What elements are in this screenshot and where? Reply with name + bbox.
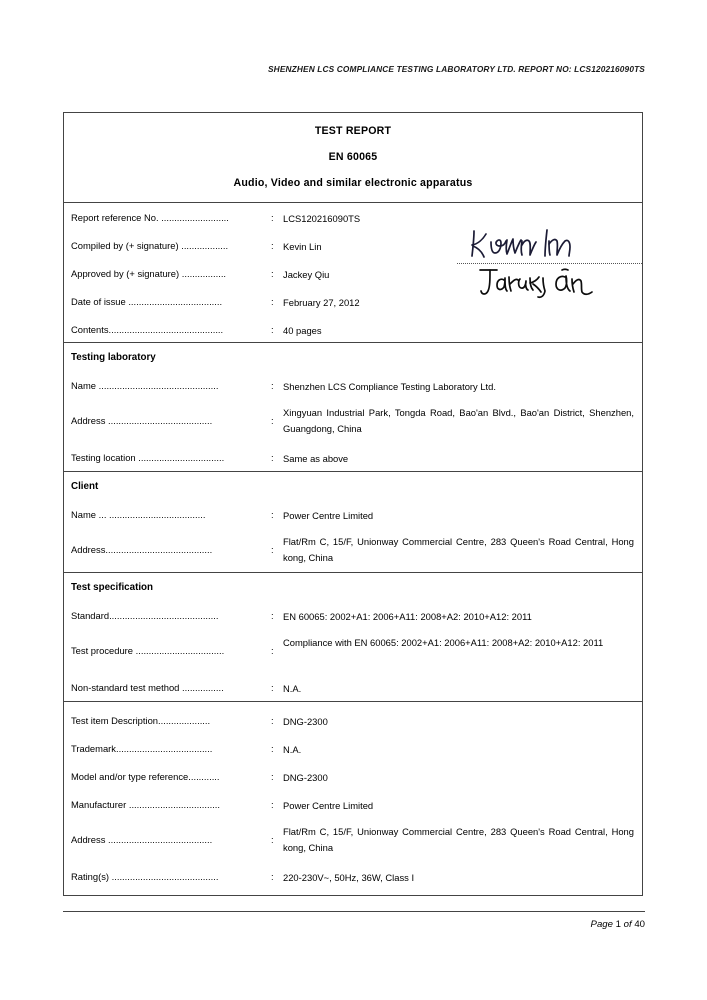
test-specification-section	[64, 573, 642, 702]
row-label: Address.........................................	[71, 544, 213, 555]
table-row	[64, 762, 642, 790]
footer-page-label: Page	[590, 919, 613, 930]
row-label: Date of issue ....................................	[71, 296, 223, 307]
row-colon: :	[271, 380, 274, 391]
table-row	[64, 790, 642, 818]
row-value: N.A.	[283, 683, 302, 694]
table-row	[64, 734, 642, 762]
footer-page-number: 1	[615, 919, 621, 930]
row-colon: :	[271, 415, 274, 426]
row-colon: :	[271, 452, 274, 463]
row-colon: :	[271, 544, 274, 555]
row-colon: :	[271, 799, 274, 810]
row-value: Compliance with EN 60065: 2002+A1: 2006+A11: 2008+A2: 2010+A12: 2011	[283, 637, 604, 648]
row-label: Contents............................................	[71, 324, 224, 335]
table-row	[64, 203, 642, 231]
table-row	[64, 528, 642, 572]
testing-laboratory-section	[64, 343, 642, 472]
table-row	[64, 315, 642, 342]
table-row	[64, 673, 642, 701]
row-label: Testing location .................................	[71, 452, 225, 463]
table-row	[64, 259, 642, 287]
row-label: Model and/or type reference............	[71, 771, 220, 782]
table-row	[64, 601, 642, 629]
section-heading: Test specification	[71, 582, 154, 593]
client-section	[64, 472, 642, 573]
row-label: Manufacturer ...................................	[71, 799, 221, 810]
row-label: Non-standard test method ................	[71, 682, 224, 693]
row-label: Trademark.....................................	[71, 743, 213, 754]
test-item-section	[64, 702, 642, 895]
report-table	[63, 112, 643, 896]
row-colon: :	[271, 240, 274, 251]
table-row	[64, 443, 642, 471]
row-colon: :	[271, 296, 274, 307]
row-value: EN 60065: 2002+A1: 2006+A11: 2008+A2: 2010+A12: 2011	[283, 611, 532, 622]
row-value: LCS120216090TS	[283, 213, 361, 224]
row-value: Flat/Rm C, 15/F, Unionway Commercial Centre, 283 Queen's Road Central, Hong kong, China	[283, 536, 634, 563]
row-label: Name ..............................................	[71, 380, 219, 391]
row-value: February 27, 2012	[283, 297, 360, 308]
table-row	[64, 287, 642, 315]
report-title: TEST REPORT	[314, 125, 392, 137]
row-colon: :	[271, 682, 274, 693]
row-label: Address ........................................	[71, 834, 213, 845]
footer-page-total: 40	[634, 919, 645, 930]
row-colon: :	[271, 509, 274, 520]
table-row	[64, 371, 642, 399]
row-colon: :	[271, 771, 274, 782]
row-label: Name ... .....................................	[71, 509, 206, 520]
row-colon: :	[271, 871, 274, 882]
row-colon: :	[271, 834, 274, 845]
row-label: Report reference No. ..........................	[71, 212, 229, 223]
row-value: DNG-2300	[283, 772, 328, 783]
footer-divider	[63, 911, 645, 912]
row-label: Standard..........................................	[71, 610, 219, 621]
row-colon: :	[271, 743, 274, 754]
row-label: Address ........................................	[71, 415, 213, 426]
row-value: Shenzhen LCS Compliance Testing Laboratory Ltd.	[283, 381, 496, 392]
row-value: Kevin Lin	[283, 241, 322, 252]
report-standard-title: EN 60065	[328, 151, 378, 163]
row-value: 220-230V~, 50Hz, 36W, Class I	[283, 872, 415, 883]
table-row	[64, 702, 642, 734]
report-info-section	[64, 203, 642, 343]
row-value: Power Centre Limited	[283, 800, 374, 811]
row-label: Test item Description....................	[71, 715, 211, 726]
footer-of-label: of	[623, 919, 632, 930]
row-colon: :	[271, 645, 274, 656]
running-header: SHENZHEN LCS COMPLIANCE TESTING LABORATORY LTD. REPORT NO: LCS120216090TS	[268, 64, 645, 74]
row-colon: :	[271, 268, 274, 279]
row-colon: :	[271, 610, 274, 621]
table-row	[64, 862, 642, 895]
table-row	[64, 399, 642, 443]
page-footer	[63, 919, 645, 930]
row-colon: :	[271, 715, 274, 726]
row-value: Power Centre Limited	[283, 510, 374, 521]
table-row	[64, 500, 642, 528]
row-label: Compiled by (+ signature) ..................	[71, 240, 229, 251]
table-row	[64, 818, 642, 862]
table-row	[64, 231, 642, 259]
row-label: Rating(s) .........................................	[71, 871, 219, 882]
row-colon: :	[271, 212, 274, 223]
row-value: Same as above	[283, 453, 349, 464]
table-row	[64, 629, 642, 673]
row-colon: :	[271, 324, 274, 335]
row-value: N.A.	[283, 744, 302, 755]
row-label: Approved by (+ signature) .................	[71, 268, 227, 279]
row-value: Flat/Rm C, 15/F, Unionway Commercial Centre, 283 Queen's Road Central, Hong kong, China	[283, 826, 634, 853]
report-title-block	[64, 113, 642, 203]
row-value: Jackey Qiu	[283, 269, 330, 280]
row-value: 40 pages	[283, 325, 322, 336]
row-label: Test procedure ..................................	[71, 645, 225, 656]
section-heading: Client	[71, 481, 99, 492]
section-heading: Testing laboratory	[71, 352, 156, 363]
row-value: Xingyuan Industrial Park, Tongda Road, Bao'an Blvd., Bao'an District, Shenzhen, Guangdong, China	[283, 407, 634, 434]
row-value: DNG-2300	[283, 716, 328, 727]
report-subtitle: Audio, Video and similar electronic apparatus	[233, 177, 473, 189]
